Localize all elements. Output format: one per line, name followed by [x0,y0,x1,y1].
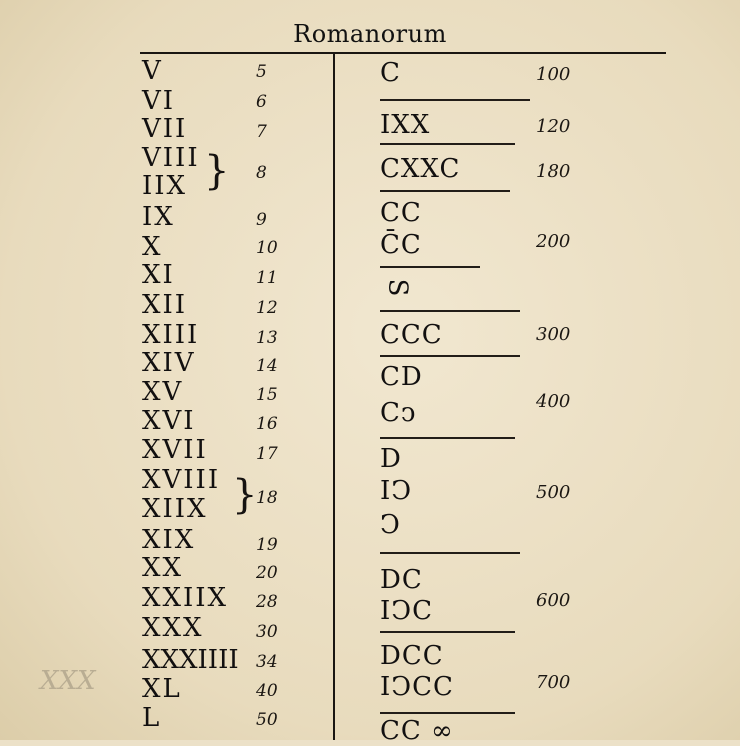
right-symbol: C [380,58,401,88]
left-numeral: XIIX [142,494,208,524]
left-numeral: IIX [142,171,188,201]
left-numeral: XIV [142,348,196,378]
left-value: 9 [256,210,267,230]
left-value: 6 [256,92,267,112]
left-numeral: XVII [142,435,208,465]
left-numeral: VII [142,114,188,144]
separator-rule [380,631,515,633]
separator-rule [380,355,520,357]
separator-rule [380,99,530,101]
left-value: 40 [256,681,278,701]
left-value: 15 [256,385,278,405]
separator-rule [380,712,515,714]
left-value: 10 [256,238,278,258]
left-numeral: XL [142,674,182,704]
left-value: 20 [256,563,278,583]
right-symbol: IↃCC [380,672,454,702]
brace-symbol: } [204,148,230,194]
left-value: 28 [256,592,278,612]
left-numeral: XV [142,377,184,407]
right-symbol: IↃC [380,596,434,626]
right-value: 300 [536,324,571,345]
left-numeral: XIII [142,320,200,350]
right-symbol: IXX [380,110,431,140]
left-value: 5 [256,62,267,82]
brace-symbol: } [232,472,258,518]
left-value: 13 [256,328,278,348]
left-numeral: V [142,56,163,86]
right-symbol: Ↄ [380,510,401,540]
left-value: 16 [256,414,278,434]
left-numeral: XXXIIII [142,645,239,675]
right-symbol: CC [380,198,422,228]
separator-rule [380,190,510,192]
right-symbol: C̄C [380,230,422,260]
right-value: 500 [536,482,571,503]
left-numeral: VIII [142,143,200,173]
left-numeral: XIX [142,525,196,555]
right-symbol: DCC [380,641,444,671]
separator-rule [380,143,515,145]
column-divider [333,52,335,740]
right-value: 200 [536,231,571,252]
right-symbol: S [382,278,413,298]
left-value: 14 [256,356,278,376]
header-rule [140,52,666,54]
right-value: 700 [536,672,571,693]
left-numeral: XVIII [142,465,221,495]
right-symbol: CC ∞ [380,716,454,746]
left-numeral: XXX [142,613,204,643]
left-numeral: L [142,703,162,733]
left-value: 17 [256,444,278,464]
page-title: Romanorum [293,20,447,48]
left-numeral: X [142,232,163,262]
right-symbol: IↃ [380,476,413,506]
right-value: 120 [536,116,571,137]
right-symbol: CCC [380,320,443,350]
separator-rule [380,437,515,439]
right-symbol: Cↄ [380,398,417,428]
right-value: 100 [536,64,571,85]
left-value: 30 [256,622,278,642]
left-value: 11 [256,268,278,288]
left-value: 34 [256,652,278,672]
left-value: 19 [256,535,278,555]
left-value: 7 [256,122,267,142]
left-numeral: XVI [142,406,196,436]
right-value: 400 [536,391,571,412]
separator-rule [380,310,520,312]
left-numeral: XXIIX [142,583,229,613]
left-numeral: IX [142,202,175,232]
left-numeral: XI [142,260,175,290]
left-value: 8 [256,163,267,183]
margin-handwritten-note: XXX [40,666,96,696]
left-numeral: XII [142,290,188,320]
left-value: 12 [256,298,278,318]
right-symbol: D [380,444,402,474]
right-symbol: DC [380,565,423,595]
separator-rule [380,266,480,268]
left-value: 18 [256,488,278,508]
left-value: 50 [256,710,278,730]
left-numeral: VI [142,86,176,116]
right-value: 600 [536,590,571,611]
separator-rule [380,552,520,554]
right-symbol: CXXC [380,154,461,184]
right-symbol: CD [380,362,423,392]
right-value: 180 [536,161,571,182]
left-numeral: XX [142,553,184,583]
